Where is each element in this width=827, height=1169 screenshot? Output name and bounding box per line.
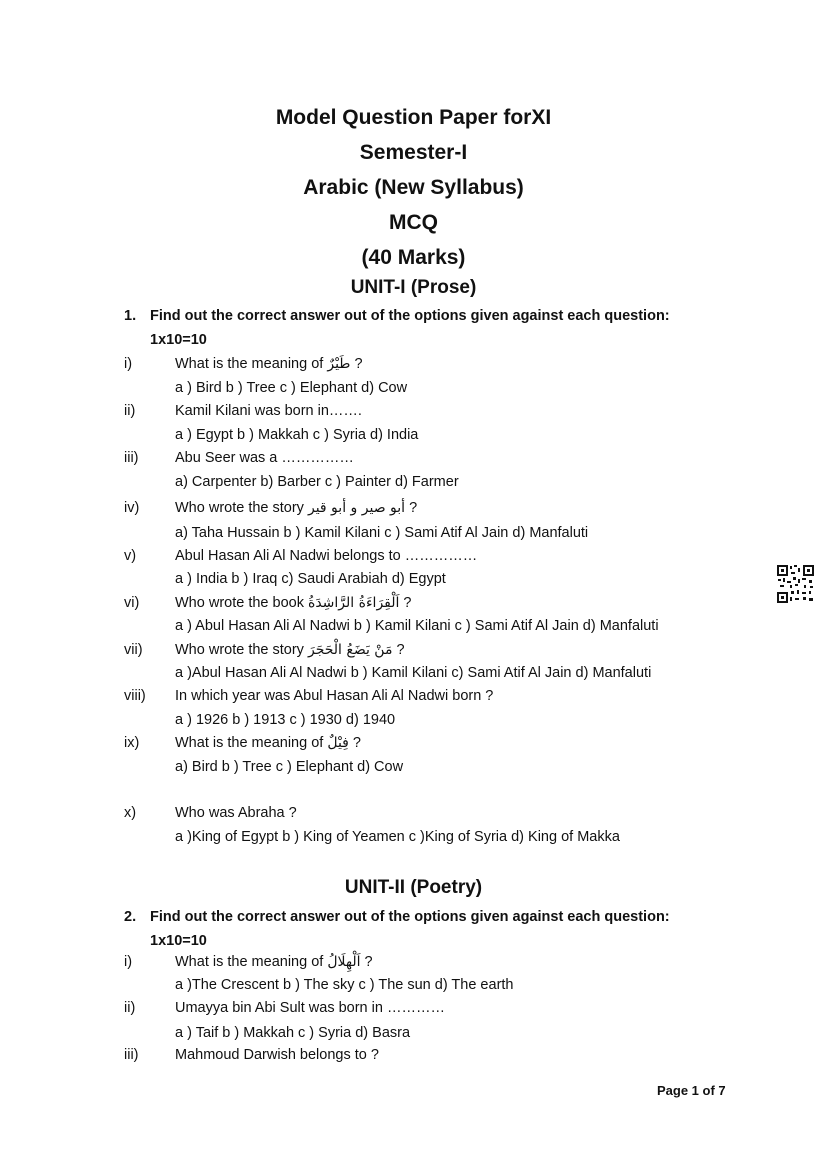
arabic-term: اَلْقِرَاءَةُ الرَّاشِدَةُ [308,595,400,611]
question-text-line [175,642,405,658]
question-suffix: ? [399,595,412,611]
question-number: iii) [124,1047,139,1063]
arabic-term: أبو صير و أبو قير [307,500,406,516]
question-text: Mahmoud Darwish belongs to ? [175,1047,379,1063]
arabic-term: اَلْهِلَالُ [327,954,361,970]
instruction-marks: 1x10=10 [150,932,207,949]
question-number: x) [124,805,137,821]
question-number: i) [124,356,133,372]
unit1-title: UNIT-I (Prose) [350,277,477,298]
question-number: iv) [124,500,140,516]
unit1-instruction [124,305,670,352]
question-text-line [175,356,363,372]
question-number: ix) [124,735,140,751]
question-text-line [175,735,361,751]
page-number: Page 1 of 7 [657,1083,726,1098]
question-text: Who wrote the book [175,595,304,611]
question-text: Umayya bin Abi Sult was born in ………… [175,1000,445,1016]
question-text: Who was Abraha ? [175,805,297,821]
question-text: What is the meaning of [175,954,324,970]
arabic-term: فِيْلٌ [327,735,349,751]
instruction-number: 1. [124,308,137,324]
question-options: a ) Egypt b ) Makkah c ) Syria d) India [175,427,419,443]
semester-title: Semester-I [359,141,468,164]
question-number: vi) [124,595,140,611]
subject-title: Arabic (New Syllabus) [303,176,524,199]
question-suffix: ? [360,954,373,970]
question-suffix: ? [348,735,361,751]
question-options: a ) Taif b ) Makkah c ) Syria d) Basra [175,1025,411,1041]
question-text-line [175,954,373,970]
paper-type: MCQ [389,211,438,234]
question-text: What is the meaning of [175,735,324,751]
question-suffix: ? [350,356,363,372]
question-options: a )Abul Hasan Ali Al Nadwi b ) Kamil Kilani c) Sami Atif Al Jain d) Manfaluti [175,665,652,681]
question-text-line [175,500,417,516]
total-marks: (40 Marks) [361,246,466,269]
question-options: a )King of Egypt b ) King of Yeamen c )King of Syria d) King of Makka [175,829,620,845]
question-text: Abu Seer was a …………… [175,450,354,466]
question-text: Who wrote the story [175,500,304,516]
question-options: a ) India b ) Iraq c) Saudi Arabiah d) Egypt [175,571,446,587]
question-text: In which year was Abul Hasan Ali Al Nadwi born ? [175,688,494,704]
qr-code-icon [776,564,815,604]
question-options: a ) Abul Hasan Ali Al Nadwi b ) Kamil Kilani c ) Sami Atif Al Jain d) Manfaluti [175,618,659,634]
question-number: vii) [124,642,143,658]
question-text: Abul Hasan Ali Al Nadwi belongs to …………… [175,548,478,564]
question-options: a )The Crescent b ) The sky c ) The sun d) The earth [175,977,514,993]
question-text: Who wrote the story [175,642,304,658]
title-block [0,100,827,275]
question-number: v) [124,548,137,564]
question-text-line [175,595,412,611]
instruction-text: Find out the correct answer out of the options given against each question: [150,909,670,925]
arabic-term: مَنْ يَضَعُ الْحَجَرَ [307,642,393,658]
question-number: ii) [124,403,136,419]
question-options: a) Bird b ) Tree c ) Elephant d) Cow [175,759,404,775]
question-number: i) [124,954,133,970]
question-suffix: ? [405,500,418,516]
instruction-text: Find out the correct answer out of the options given against each question: [150,308,670,324]
question-number: ii) [124,1000,136,1016]
arabic-term: طَيْرٌ [327,356,351,372]
instruction-marks: 1x10=10 [150,331,207,348]
paper-title: Model Question Paper forXI [275,106,552,129]
question-suffix: ? [392,642,405,658]
unit2-instruction [124,906,670,953]
instruction-number: 2. [124,909,137,925]
question-number: iii) [124,450,139,466]
question-number: viii) [124,688,146,704]
question-options: a ) Bird b ) Tree c ) Elephant d) Cow [175,380,408,396]
question-options: a ) 1926 b ) 1913 c ) 1930 d) 1940 [175,712,396,728]
unit2-title: UNIT-II (Poetry) [344,877,483,898]
question-options: a) Carpenter b) Barber c ) Painter d) Farmer [175,474,459,490]
question-text: What is the meaning of [175,356,324,372]
question-options: a) Taha Hussain b ) Kamil Kilani c ) Sami Atif Al Jain d) Manfaluti [175,525,589,541]
question-text: Kamil Kilani was born in……. [175,403,362,419]
